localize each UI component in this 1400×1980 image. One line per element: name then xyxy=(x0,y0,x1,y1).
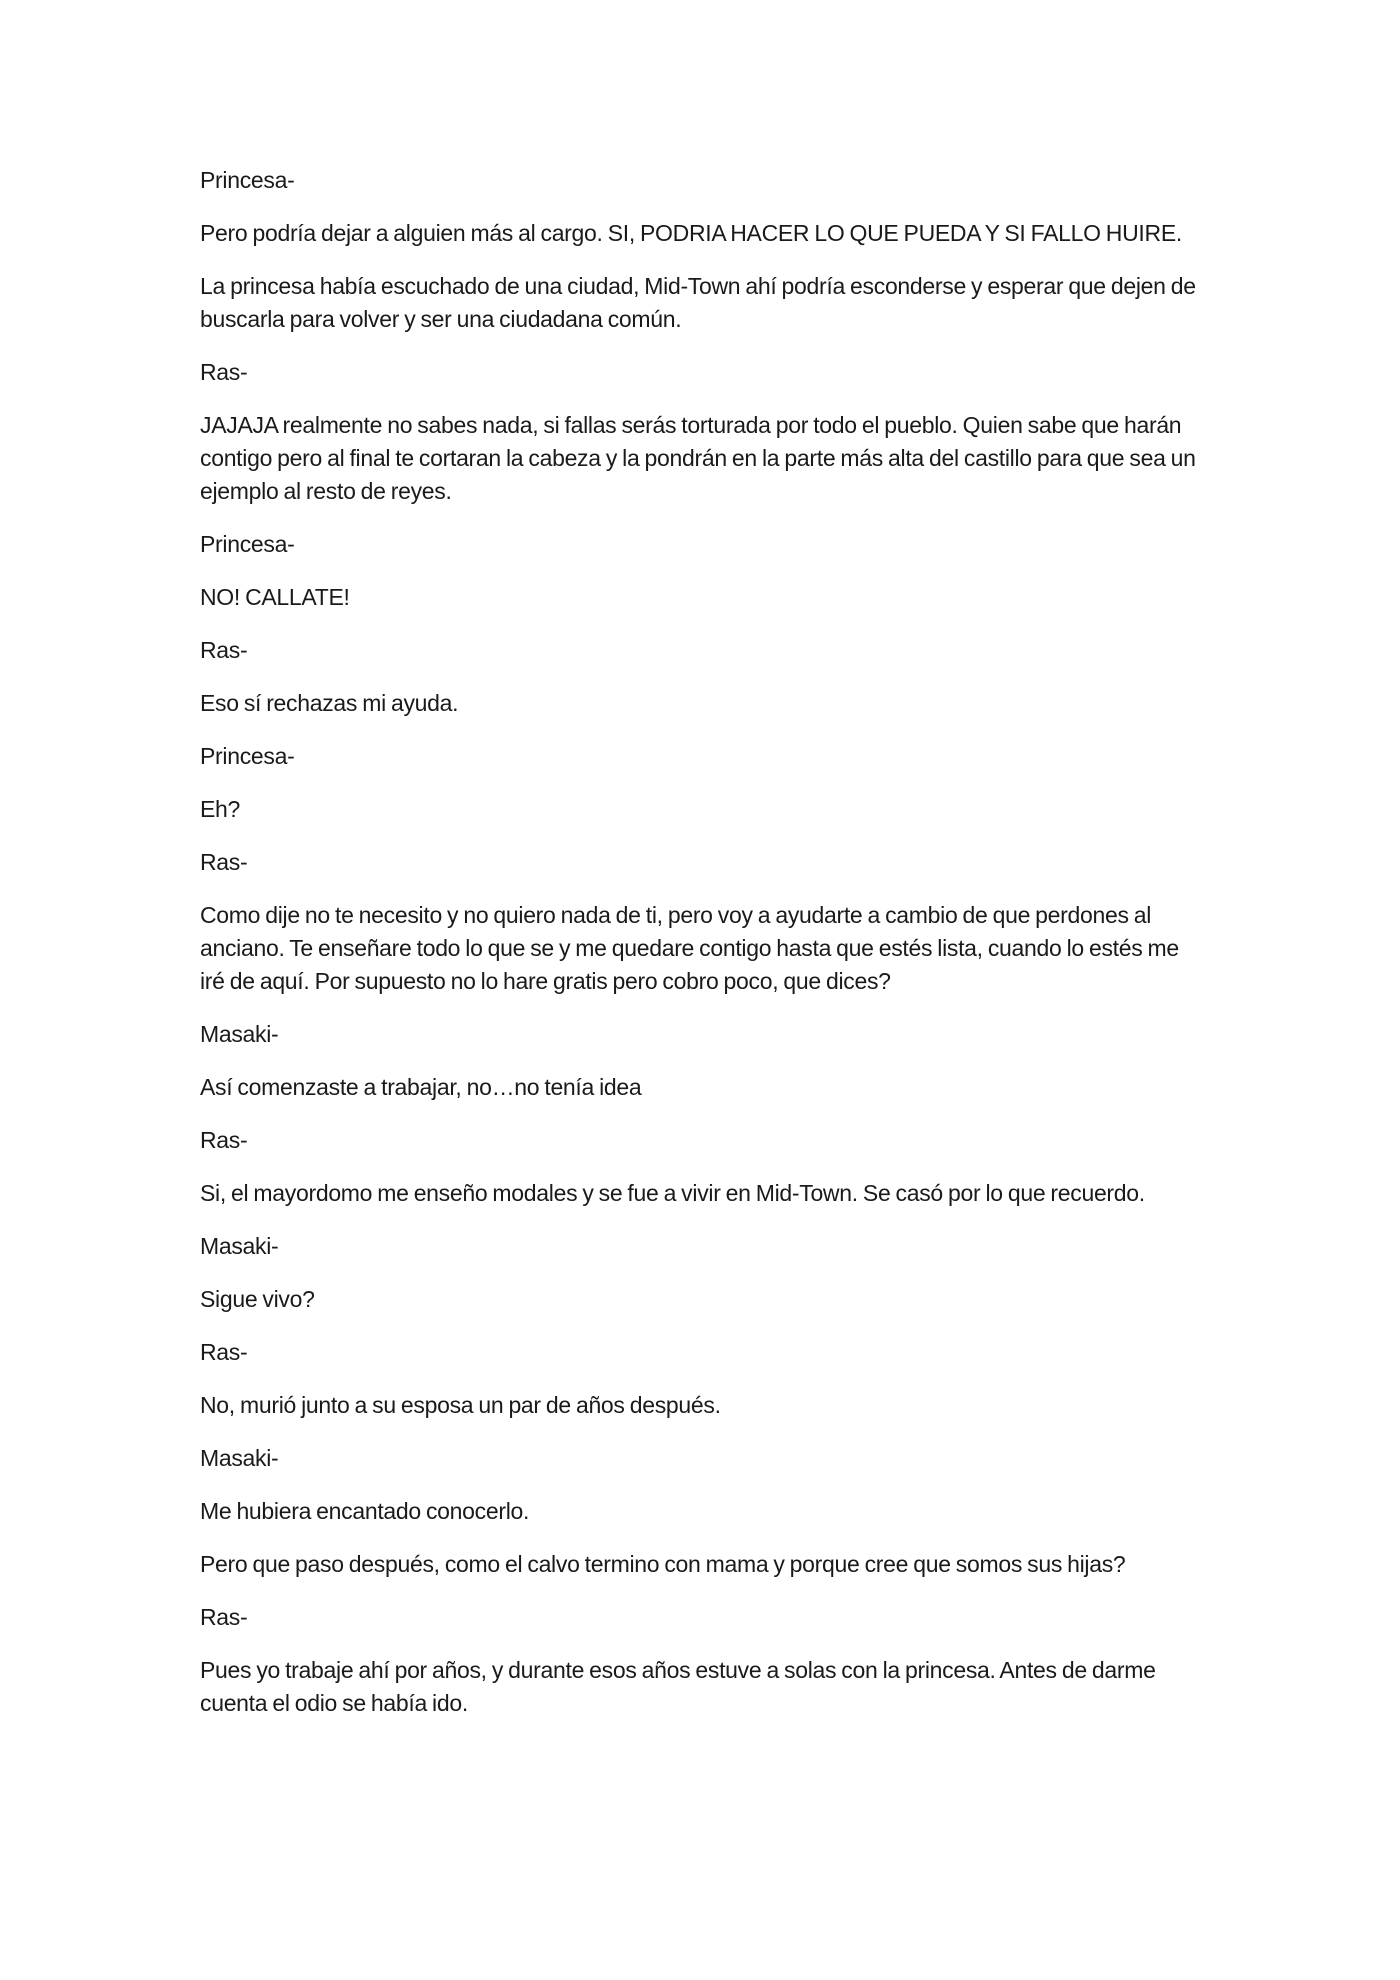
paragraph: Princesa- xyxy=(200,531,295,557)
paragraph: Si, el mayordomo me enseño modales y se fue a vivir en Mid-Town. Se casó por lo que recuerdo. xyxy=(200,1180,1145,1206)
paragraph: La princesa había escuchado de una ciudad, Mid-Town ahí podría esconderse y esperar que dejen de buscarla para volver y ser una ciudadana común. xyxy=(200,273,1196,332)
paragraph: NO! CALLATE! xyxy=(200,584,350,610)
paragraph: Ras- xyxy=(200,1339,248,1365)
paragraph: Como dije no te necesito y no quiero nada de ti, pero voy a ayudarte a cambio de que perdones al anciano. Te enseñare todo lo que se y me quedare contigo hasta que estés lista, cuando lo estés me iré de aquí. Por supuesto no lo hare gratis pero cobro poco, que dices? xyxy=(200,902,1179,994)
paragraph: Eh? xyxy=(200,796,241,822)
paragraph: Masaki- xyxy=(200,1233,279,1259)
paragraph: Pero podría dejar a alguien más al cargo. SI, PODRIA HACER LO QUE PUEDA Y SI FALLO HUIRE. xyxy=(200,220,1182,246)
paragraph: Así comenzaste a trabajar, no…no tenía idea xyxy=(200,1074,642,1100)
paragraph: Ras- xyxy=(200,637,248,663)
paragraph: Ras- xyxy=(200,1127,248,1153)
paragraph: Me hubiera encantado conocerlo. xyxy=(200,1498,530,1524)
paragraph: Princesa- xyxy=(200,743,295,769)
paragraph: Masaki- xyxy=(200,1021,279,1047)
dialogue-text xyxy=(200,164,1200,1740)
paragraph: Ras- xyxy=(200,1604,248,1630)
paragraph: Pues yo trabaje ahí por años, y durante esos años estuve a solas con la princesa. Antes de darme cuenta el odio se había ido. xyxy=(200,1657,1156,1716)
paragraph: Pero que paso después, como el calvo termino con mama y porque cree que somos sus hijas? xyxy=(200,1551,1126,1577)
paragraph: Masaki- xyxy=(200,1445,279,1471)
paragraph: No, murió junto a su esposa un par de años después. xyxy=(200,1392,721,1418)
paragraph: Ras- xyxy=(200,849,248,875)
paragraph: Eso sí rechazas mi ayuda. xyxy=(200,690,459,716)
paragraph: Princesa- xyxy=(200,167,295,193)
paragraph: Ras- xyxy=(200,359,248,385)
paragraph: Sigue vivo? xyxy=(200,1286,315,1312)
paragraph: JAJAJA realmente no sabes nada, si fallas serás torturada por todo el pueblo. Quien sabe que harán contigo pero al final te cortaran la cabeza y la pondrán en la parte más alta del castillo para que sea un ejemplo al resto de reyes. xyxy=(200,412,1196,504)
